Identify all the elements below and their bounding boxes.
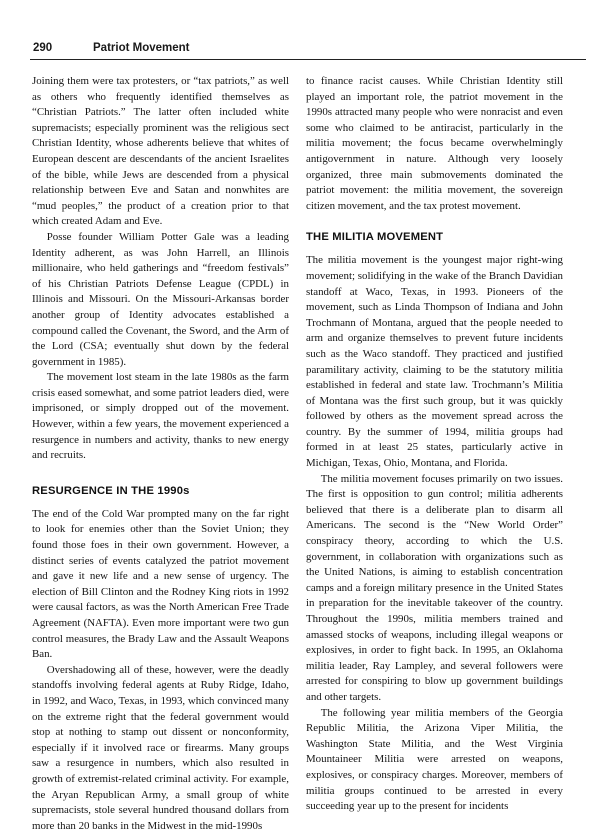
paragraph: Joining them were tax protesters, or “tax patriots,” as well as others who frequently identified themselves as “Christian Patriots.” The latter often included white supremacists; especially prominent was the religious sect Christian Identity, whose adherents believe that whites of European descent are descendants of the ancient Israelites of the bible, while Jews are descended from a physical relationship between Eve and Satan and nonwhites are “mud peoples,” the product of a creation prior to that which created Adam and Eve.: [32, 75, 289, 228]
running-title: Patriot Movement: [93, 42, 190, 54]
paragraph: to finance racist causes. While Christian Identity still played an important role, the patriot movement in the 1990s attracted many people who were nonracist and even some who claimed to be antiracist, particularly in the militia movement; the focus became overwhelmingly antigovernment in nature. Although very loosely organized, three main submovements dominated the patriot movement: the militia movement, the sovereign citizen movement, and the tax protest movement.: [306, 75, 563, 212]
header-rule: [30, 59, 586, 60]
page-header: [30, 40, 586, 58]
paragraph: The movement lost steam in the late 1980s as the farm crisis eased somewhat, and some patriot leaders died, were imprisoned, or simply dropped out of the movement. However, within a few years, the movement experienced a resurgence in numbers and activity, thanks to new energy and recruits.: [32, 371, 289, 462]
right-column: [306, 74, 563, 815]
paragraph: Overshadowing all of these, however, were the deadly standoffs involving federal agents at Ruby Ridge, Idaho, in 1992, and Waco, Texas, in 1993, which convinced many on the extreme right that the federal government would stop at nothing to stamp out dissent or nonconformity, especially if it involved race or firearms. Many groups saw a resurgence in numbers, which also resulted in growth of extremist-related criminal activity. For example, the Aryan Republican Army, a small group of white supremacists, stole several hundred thousand dollars from more than 20 banks in the Midwest in the mid-1990s: [32, 663, 289, 832]
paragraph: The militia movement is the youngest major right-wing movement; solidifying in the wake of the Branch Davidian standoff at Waco, Texas, in 1993. Pioneers of the movement, such as Linda Thompson of Indiana and John Trochmann of Montana, argued that the people needed to arm and organize themselves to prevent future incidents such as the Waco standoff. They practiced and justified paramilitary activity, claiming to be the statutory militia established in federal and state law. Trochmann’s Militia of Montana was the first such group, but it was quickly followed by others as the movement spread across the country. By the summer of 1994, militia groups had formed in at least 25 states, particularly active in Michigan, Texas, Ohio, Montana, and Florida.: [306, 254, 563, 470]
paragraph: The following year militia members of the Georgia Republic Militia, the Arizona Viper Militia, the Washington State Militia, and the West Virginia Mountaineer Militia were arrested on weapons, explosives, or conspiracy charges. Moreover, members of militia groups continued to be arrested in every succeeding year up to the present for incidents: [306, 706, 563, 813]
left-column: [32, 74, 289, 834]
section-heading-militia: THE MILITIA MOVEMENT: [306, 231, 444, 244]
paragraph: The militia movement focuses primarily on two issues. The first is opposition to gun control; militia adherents believed that there is a deliberate plan to disarm all Americans. The second is the “New World Order” conspiracy theory, according to which the U.S. government, in collaboration with organizations such as the United Nations, is aiming to establish concentration camps and a foreign military presence in the United States in preparation for the inevitable takeover of the country. Throughout the 1990s, militia members trained and amassed stocks of weapons, including illegal weapons or explosives, in order to fight back. In 1995, an Oklahoma militia leader, Ray Lampley, and several followers were arrested for conspiring to blow up government buildings and other targets.: [306, 472, 563, 703]
page-number: 290: [33, 42, 53, 54]
paragraph: Posse founder William Potter Gale was a leading Identity adherent, as was John Harrell, an Illinois millionaire, who held gatherings and “freedom festivals” of his Christian Patriots Defense League (CPDL) in Illinois and Missouri. On the Missouri-Arkansas border another group of Identity advocates established a compound called the Covenant, the Sword, and the Arm of the Lord (CSA; eventually shut down by the federal government in 1985).: [32, 230, 289, 368]
paragraph: The end of the Cold War prompted many on the far right to look for enemies other than the Soviet Union; they found those foes in their own government. However, a distinct series of events catalyzed the patriot movement and gave it new life and a new sense of urgency. The election of Bill Clinton and the Rodney King riots in 1992 were causal factors, as was the North American Free Trade Agreement (NAFTA). Even more important were two gun control measures, the Brady Law and the Assault Weapons Ban.: [32, 507, 289, 661]
section-heading-resurgence: RESURGENCE IN THE 1990s: [32, 484, 190, 497]
